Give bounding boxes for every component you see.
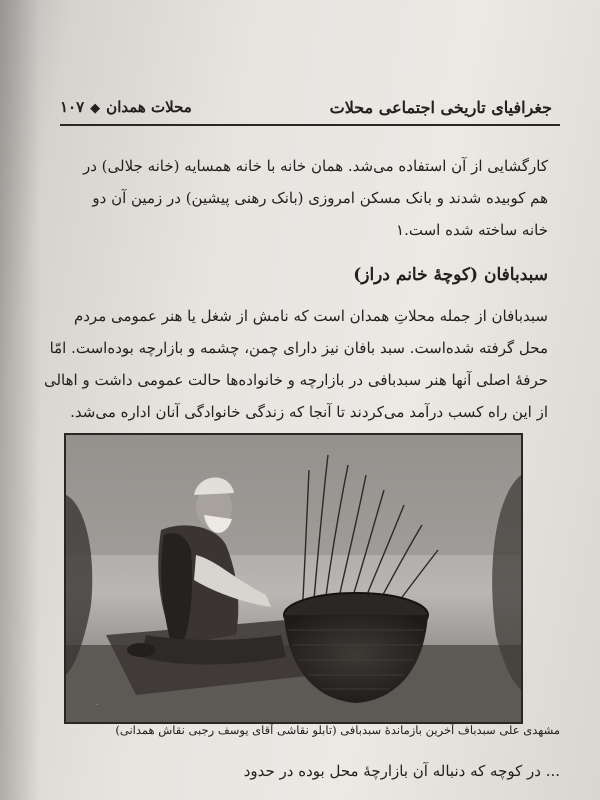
paragraph-line: خانه ساخته شده است.۱ (396, 221, 548, 239)
diamond-icon: ◆ (90, 101, 101, 116)
paragraph-1 (83, 150, 548, 246)
svg-text:.: . (96, 699, 99, 707)
paragraph-line: هم کوبیده شدند و بانک مسکن امروزی (بانک رهنی پیشین) در زمین آن دو (92, 189, 548, 207)
paragraph-line: از این راه کسب درآمد می‌کردند تا آنجا که زندگی خانوادگی آنان اداره می‌شد. (70, 403, 548, 421)
paragraph-line: حرفهٔ اصلی آنها هنر سبدبافی در بازارچه و خانواده‌ها حالت عمومی داشت و اهالی (43, 371, 548, 389)
paragraph-line: سبدبافان از جمله محلاتِ همدان است که نامش از شغل یا هنر عمومی مردم (73, 307, 548, 325)
paragraph-2 (43, 300, 548, 428)
header-section: محلات همدان (106, 98, 192, 116)
paragraph-line: کارگشایی از آن استفاده می‌شد. همان خانه با خانه همسایه (خانه جلالی) در (82, 157, 548, 175)
photo-illustration (66, 435, 521, 722)
page-number: ۱۰۷ (60, 98, 85, 116)
basket-weaver-photo (64, 433, 523, 724)
header-page-info (60, 98, 192, 116)
section-heading: سبدبافان (کوچهٔ خانم دراز) (353, 265, 548, 285)
paragraph-line: محل گرفته شده‌است. سبد بافان نیز دارای چمن، چشمه و بازارچه بوده‌است. امّا (49, 339, 548, 357)
photo-caption: مشهدی علی سبدباف آخرین بازماندهٔ سبدبافی (تابلو نقاشی آقای یوسف رجبی نقاش همدانی) (115, 723, 560, 737)
book-page (24, 0, 600, 800)
header-rule (60, 124, 560, 126)
running-header (60, 96, 560, 122)
paragraph-3 (60, 760, 560, 782)
paragraph-line: ... در کوچه که دنباله آن بازارچهٔ محل بوده در حدود (243, 762, 560, 780)
header-title: جغرافیای تاریخی اجتماعی محلات (329, 98, 552, 117)
